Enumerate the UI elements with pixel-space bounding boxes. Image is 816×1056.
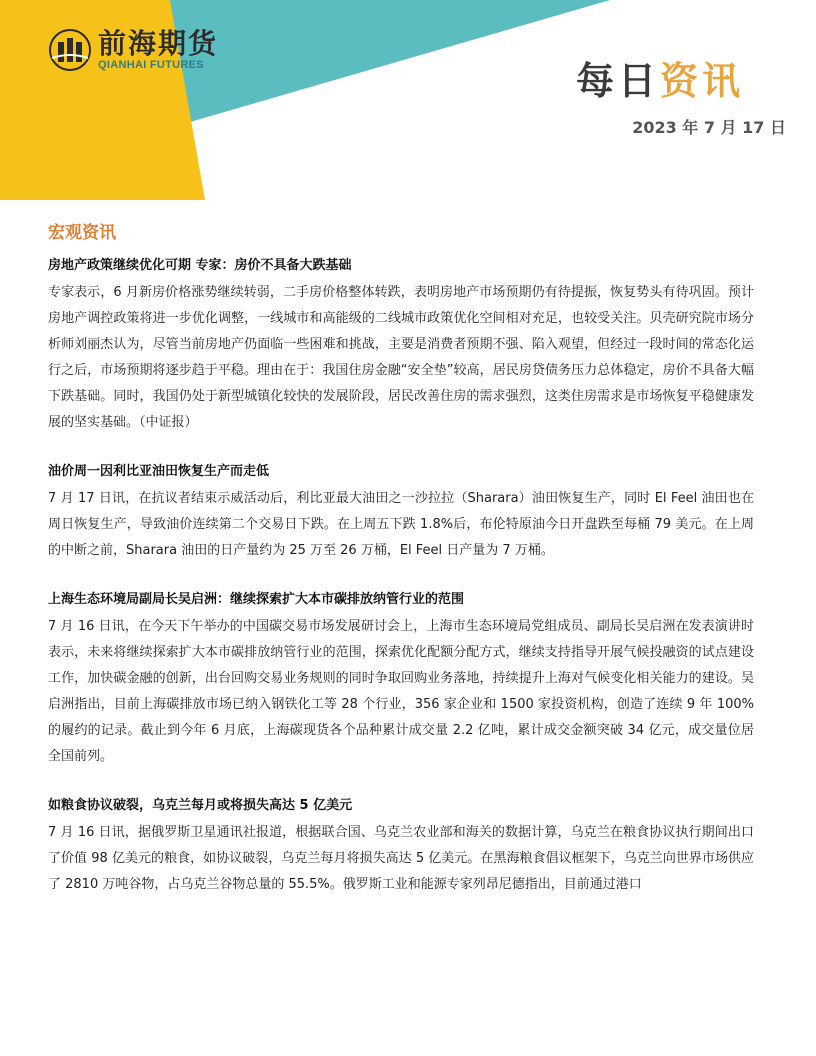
- page-title: [576, 50, 744, 105]
- section-title: 宏观资讯: [48, 223, 116, 243]
- article: [48, 588, 754, 770]
- brand-logo: [46, 28, 218, 72]
- article-body: 7 月 16 日讯，在今天下午举办的中国碳交易市场发展研讨会上，上海市生态环境局党组成员、副局长吴启洲在发表演讲时表示，未来将继续探索扩大本市碳排放纳管行业的范围，探索优化配额分配方式，继续支持指导开展气候投融资的试点建设工作，加快碳金融的创新，出台回购交易业务规则的同时争取回购业务落地，持续提升上海对气候变化相关能力的建设。吴启洲指出，目前上海碳排放市场已纳入钢铁化工等 28 个行业，356 家企业和 1500 家投资机构，创造了连续 9 年 100%的履约的记录。截止到今年 6 月底，上海碳现货各个品种累计成交量 2.2 亿吨，累计成交金额突破 34 亿元，成交量位居全国前列。: [48, 619, 754, 764]
- article-headline: 房地产政策继续优化可期 专家：房价不具备大跌基础: [48, 258, 352, 273]
- article-headline: 上海生态环境局副局长吴启洲：继续探索扩大本市碳排放纳管行业的范围: [48, 592, 465, 607]
- article: [48, 460, 754, 564]
- article-headline: 如粮食协议破裂，乌克兰每月或将损失高达 5 亿美元: [48, 798, 353, 813]
- logo-name-en: QIANHAI FUTURES: [98, 59, 204, 71]
- article: [48, 254, 754, 436]
- article-body: 7 月 16 日讯，据俄罗斯卫星通讯社报道，根据联合国、乌克兰农业部和海关的数据计算，乌克兰在粮食协议执行期间出口了价值 98 亿美元的粮食，如协议破裂，乌克兰每月将损失高达 5 亿美元。在黑海粮食倡议框架下，乌克兰向世界市场供应了 2810 万吨谷物，占乌克兰谷物总量的 55.5%。俄罗斯工业和能源专家列昂尼德指出，目前通过港口: [48, 825, 754, 892]
- report-date: 2023 年 7 月 17 日: [632, 118, 786, 137]
- main-content: [48, 220, 754, 922]
- article-headline: 油价周一因利比亚油田恢复生产而走低: [48, 464, 270, 479]
- page-title-part2: 资讯: [659, 59, 744, 103]
- logo-icon: [46, 28, 94, 72]
- article-body: 专家表示，6 月新房价格涨势继续转弱，二手房价格整体转跌，表明房地产市场预期仍有待提振，恢复势头有待巩固。预计房地产调控政策将进一步优化调整，一线城市和高能级的二线城市政策优化空间相对充足，也较受关注。贝壳研究院市场分析师刘丽杰认为，尽管当前房地产仍面临一些困难和挑战，主要是消费者预期不强、陷入观望，但经过一段时间的常态化运行之后，市场预期将逐步趋于平稳。理由在于：我国住房金融“安全垫”较高，居民房贷债务压力总体稳定，房价不具备大幅下跌基础。同时，我国仍处于新型城镇化较快的发展阶段，居民改善住房的需求强烈，这类住房需求是市场恢复平稳健康发展的坚实基础。（中证报）: [48, 285, 754, 430]
- article-body: 7 月 17 日讯，在抗议者结束示威活动后，利比亚最大油田之一沙拉拉（Sharara）油田恢复生产，同时 El Feel 油田也在周日恢复生产，导致油价连续第二个交易日下跌。在上周五下跌 1.8%后，布伦特原油今日开盘跌至每桶 79 美元。在上周的中断之前，Sharara 油田的日产量约为 25 万至 26 万桶，El Feel 日产量为 7 万桶。: [48, 491, 754, 558]
- page-title-part1: 每日: [575, 59, 660, 103]
- article: [48, 794, 754, 898]
- logo-name-cn: 前海期货: [98, 27, 219, 60]
